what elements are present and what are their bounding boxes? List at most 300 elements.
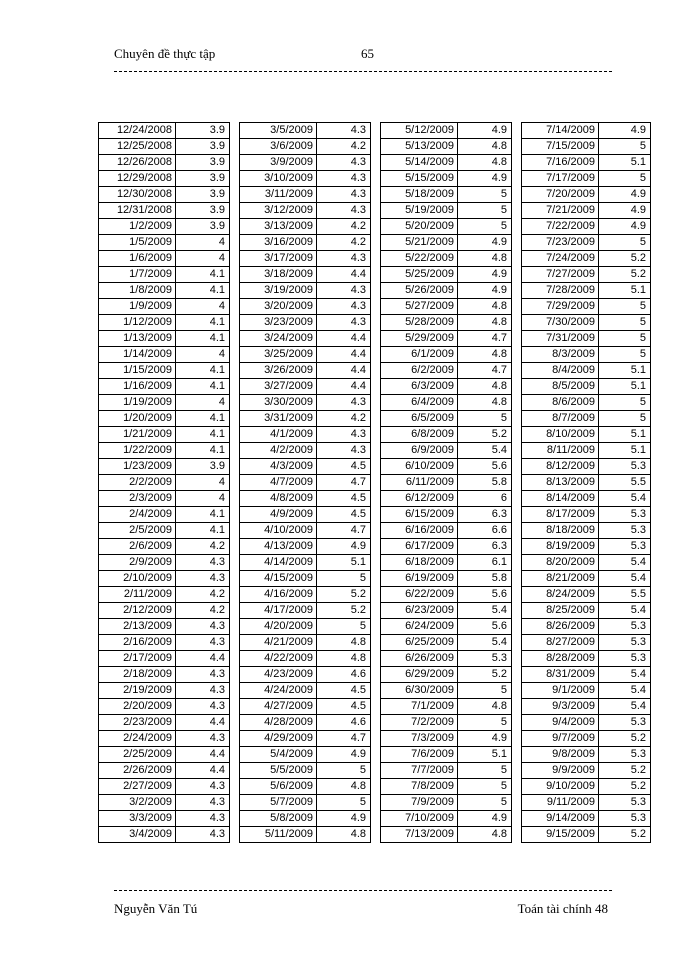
value-cell: 4.1 [176, 411, 230, 427]
value-cell: 5 [317, 795, 371, 811]
value-cell: 4.2 [176, 603, 230, 619]
value-cell: 4.9 [317, 811, 371, 827]
value-cell: 4.8 [458, 379, 512, 395]
table-row [522, 219, 651, 235]
value-cell: 5.3 [599, 523, 651, 539]
value-cell: 5.1 [458, 747, 512, 763]
table-row [99, 523, 230, 539]
date-cell: 8/3/2009 [522, 347, 599, 363]
value-cell: 5 [599, 411, 651, 427]
table-row [522, 795, 651, 811]
table-row [522, 187, 651, 203]
header-title: Chuyên đề thực tập [114, 46, 216, 61]
table-row [522, 411, 651, 427]
date-cell: 4/27/2009 [240, 699, 317, 715]
date-cell: 6/26/2009 [381, 651, 458, 667]
table-row [522, 603, 651, 619]
date-cell: 6/10/2009 [381, 459, 458, 475]
table-row [381, 699, 512, 715]
date-cell: 8/21/2009 [522, 571, 599, 587]
value-cell: 4.8 [317, 635, 371, 651]
value-cell: 6.1 [458, 555, 512, 571]
value-cell: 4.8 [458, 155, 512, 171]
table-row [99, 699, 230, 715]
date-cell: 8/31/2009 [522, 667, 599, 683]
value-cell: 3.9 [176, 155, 230, 171]
value-cell: 4.8 [458, 299, 512, 315]
table-row [381, 811, 512, 827]
value-cell: 5 [599, 171, 651, 187]
date-cell: 7/28/2009 [522, 283, 599, 299]
value-cell: 5.3 [599, 651, 651, 667]
date-cell: 3/11/2009 [240, 187, 317, 203]
table-row [381, 715, 512, 731]
table-row [240, 155, 371, 171]
date-cell: 1/13/2009 [99, 331, 176, 347]
date-cell: 5/14/2009 [381, 155, 458, 171]
date-cell: 6/24/2009 [381, 619, 458, 635]
header-divider [114, 71, 612, 72]
table-row [381, 187, 512, 203]
table-row [381, 635, 512, 651]
value-cell: 5 [599, 235, 651, 251]
date-cell: 2/3/2009 [99, 491, 176, 507]
value-cell: 6 [458, 491, 512, 507]
table-row [522, 171, 651, 187]
table-row [381, 667, 512, 683]
value-cell: 5.2 [599, 827, 651, 843]
table-row [240, 443, 371, 459]
value-cell: 5 [458, 779, 512, 795]
value-cell: 4.8 [458, 139, 512, 155]
value-cell: 4.5 [317, 459, 371, 475]
table-row [99, 683, 230, 699]
date-cell: 12/24/2008 [99, 123, 176, 139]
value-cell: 4.6 [317, 667, 371, 683]
footer-class-page: Toán tài chính 48 [517, 901, 608, 916]
date-cell: 9/9/2009 [522, 763, 599, 779]
value-cell: 4 [176, 491, 230, 507]
table-row [522, 395, 651, 411]
date-cell: 6/2/2009 [381, 363, 458, 379]
date-cell: 3/6/2009 [240, 139, 317, 155]
table-row [240, 811, 371, 827]
table-row [522, 827, 651, 843]
date-cell: 3/24/2009 [240, 331, 317, 347]
value-cell: 4.3 [176, 731, 230, 747]
table-row [240, 427, 371, 443]
date-cell: 9/3/2009 [522, 699, 599, 715]
date-cell: 8/26/2009 [522, 619, 599, 635]
table-row [240, 699, 371, 715]
date-cell: 5/5/2009 [240, 763, 317, 779]
value-cell: 4.5 [317, 699, 371, 715]
value-cell: 5.1 [599, 427, 651, 443]
table-row [522, 139, 651, 155]
table-row [99, 651, 230, 667]
table-row [381, 411, 512, 427]
value-cell: 5.3 [599, 539, 651, 555]
table-row [99, 731, 230, 747]
table-row [381, 123, 512, 139]
value-cell: 5 [599, 315, 651, 331]
table-row [381, 171, 512, 187]
date-cell: 7/8/2009 [381, 779, 458, 795]
table-row [240, 539, 371, 555]
value-cell: 4.8 [458, 251, 512, 267]
date-cell: 2/2/2009 [99, 475, 176, 491]
date-cell: 3/23/2009 [240, 315, 317, 331]
value-cell: 3.9 [176, 171, 230, 187]
value-cell: 3.9 [176, 203, 230, 219]
value-cell: 5.4 [599, 699, 651, 715]
date-cell: 9/4/2009 [522, 715, 599, 731]
value-cell: 4.7 [458, 363, 512, 379]
value-cell: 5 [458, 203, 512, 219]
date-cell: 1/21/2009 [99, 427, 176, 443]
value-cell: 4.3 [176, 571, 230, 587]
date-cell: 12/25/2008 [99, 139, 176, 155]
table-row [240, 507, 371, 523]
table-row [240, 651, 371, 667]
table-row [522, 475, 651, 491]
date-cell: 6/29/2009 [381, 667, 458, 683]
table-row [99, 603, 230, 619]
value-cell: 4.3 [176, 795, 230, 811]
date-cell: 8/18/2009 [522, 523, 599, 539]
date-cell: 2/20/2009 [99, 699, 176, 715]
value-cell: 4.3 [176, 699, 230, 715]
value-cell: 4.8 [458, 315, 512, 331]
date-cell: 8/25/2009 [522, 603, 599, 619]
value-cell: 5.3 [599, 459, 651, 475]
table-row [240, 235, 371, 251]
date-cell: 7/23/2009 [522, 235, 599, 251]
date-cell: 1/6/2009 [99, 251, 176, 267]
table-row [240, 715, 371, 731]
table-row [522, 763, 651, 779]
table-row [381, 603, 512, 619]
date-cell: 3/27/2009 [240, 379, 317, 395]
date-cell: 9/8/2009 [522, 747, 599, 763]
value-cell: 5.3 [599, 507, 651, 523]
value-cell: 5.4 [458, 443, 512, 459]
value-cell: 5.3 [599, 619, 651, 635]
value-cell: 4.3 [317, 283, 371, 299]
date-cell: 4/16/2009 [240, 587, 317, 603]
table-row [99, 235, 230, 251]
table-row [522, 283, 651, 299]
value-cell: 4.8 [458, 699, 512, 715]
value-cell: 4.3 [317, 395, 371, 411]
value-cell: 5.4 [599, 555, 651, 571]
table-row [381, 251, 512, 267]
table-row [240, 603, 371, 619]
table-row [381, 267, 512, 283]
value-cell: 5.1 [599, 443, 651, 459]
table-row [522, 667, 651, 683]
date-cell: 3/26/2009 [240, 363, 317, 379]
value-cell: 4.1 [176, 331, 230, 347]
table-row [99, 827, 230, 843]
date-cell: 6/4/2009 [381, 395, 458, 411]
date-cell: 8/6/2009 [522, 395, 599, 411]
value-cell: 5.4 [599, 571, 651, 587]
table-row [240, 491, 371, 507]
value-cell: 4.1 [176, 427, 230, 443]
date-cell: 1/8/2009 [99, 283, 176, 299]
date-cell: 6/11/2009 [381, 475, 458, 491]
value-cell: 4.5 [317, 683, 371, 699]
value-cell: 4.4 [317, 267, 371, 283]
table-row [99, 395, 230, 411]
value-cell: 4.7 [317, 475, 371, 491]
value-cell: 4.3 [176, 667, 230, 683]
date-cell: 8/13/2009 [522, 475, 599, 491]
table-row [99, 443, 230, 459]
date-cell: 7/6/2009 [381, 747, 458, 763]
value-cell: 5.3 [599, 811, 651, 827]
value-cell: 5.2 [599, 779, 651, 795]
table-row [381, 683, 512, 699]
table-row [240, 587, 371, 603]
date-cell: 1/7/2009 [99, 267, 176, 283]
date-cell: 4/10/2009 [240, 523, 317, 539]
value-cell: 5.4 [599, 683, 651, 699]
date-cell: 5/19/2009 [381, 203, 458, 219]
value-cell: 5 [458, 683, 512, 699]
date-cell: 9/14/2009 [522, 811, 599, 827]
date-cell: 8/24/2009 [522, 587, 599, 603]
value-cell: 5.2 [599, 731, 651, 747]
table-row [240, 251, 371, 267]
date-cell: 8/19/2009 [522, 539, 599, 555]
date-cell: 8/11/2009 [522, 443, 599, 459]
value-cell: 5.4 [458, 635, 512, 651]
date-cell: 5/12/2009 [381, 123, 458, 139]
date-cell: 1/23/2009 [99, 459, 176, 475]
value-cell: 4.4 [317, 379, 371, 395]
value-cell: 4.9 [599, 187, 651, 203]
value-cell: 5.3 [599, 635, 651, 651]
date-cell: 1/14/2009 [99, 347, 176, 363]
value-cell: 5 [599, 299, 651, 315]
table-row [240, 187, 371, 203]
date-cell: 8/5/2009 [522, 379, 599, 395]
date-cell: 2/23/2009 [99, 715, 176, 731]
value-cell: 5.3 [599, 715, 651, 731]
table-row [381, 619, 512, 635]
table-row [522, 571, 651, 587]
date-cell: 4/7/2009 [240, 475, 317, 491]
value-cell: 4.2 [317, 411, 371, 427]
table-row [240, 459, 371, 475]
table-row [240, 315, 371, 331]
value-cell: 4.9 [317, 747, 371, 763]
table-row [240, 395, 371, 411]
date-cell: 4/14/2009 [240, 555, 317, 571]
date-cell: 9/15/2009 [522, 827, 599, 843]
value-cell: 5.4 [458, 603, 512, 619]
table-row [240, 171, 371, 187]
date-cell: 7/13/2009 [381, 827, 458, 843]
value-cell: 6.6 [458, 523, 512, 539]
table-row [522, 619, 651, 635]
value-cell: 4.9 [317, 539, 371, 555]
date-cell: 3/4/2009 [99, 827, 176, 843]
table-row [381, 523, 512, 539]
table-row [99, 587, 230, 603]
table-row [240, 731, 371, 747]
table-row [99, 203, 230, 219]
date-cell: 6/25/2009 [381, 635, 458, 651]
date-cell: 5/13/2009 [381, 139, 458, 155]
value-cell: 5.5 [599, 587, 651, 603]
table-row [381, 299, 512, 315]
date-cell: 3/13/2009 [240, 219, 317, 235]
date-cell: 4/20/2009 [240, 619, 317, 635]
table-row [522, 155, 651, 171]
table-row [381, 571, 512, 587]
date-cell: 3/17/2009 [240, 251, 317, 267]
date-cell: 9/1/2009 [522, 683, 599, 699]
table-row [381, 443, 512, 459]
value-cell: 4.8 [317, 779, 371, 795]
date-cell: 12/31/2008 [99, 203, 176, 219]
value-cell: 4 [176, 347, 230, 363]
table-row [99, 427, 230, 443]
value-cell: 4.9 [458, 267, 512, 283]
table-row [240, 779, 371, 795]
date-cell: 5/18/2009 [381, 187, 458, 203]
table-row [381, 395, 512, 411]
date-cell: 5/22/2009 [381, 251, 458, 267]
date-cell: 7/22/2009 [522, 219, 599, 235]
date-cell: 12/30/2008 [99, 187, 176, 203]
value-cell: 4.9 [599, 219, 651, 235]
date-cell: 7/16/2009 [522, 155, 599, 171]
table-row [99, 267, 230, 283]
value-cell: 4.3 [176, 779, 230, 795]
table-row [522, 459, 651, 475]
value-cell: 4.3 [317, 251, 371, 267]
value-cell: 4.7 [317, 731, 371, 747]
date-cell: 7/17/2009 [522, 171, 599, 187]
table-row [381, 587, 512, 603]
table-row [240, 795, 371, 811]
value-cell: 4.8 [458, 395, 512, 411]
value-cell: 4.3 [176, 811, 230, 827]
date-cell: 7/21/2009 [522, 203, 599, 219]
table-row [381, 427, 512, 443]
table-row [99, 539, 230, 555]
table-row [381, 347, 512, 363]
table-row [240, 139, 371, 155]
table-row [522, 811, 651, 827]
table-row [99, 283, 230, 299]
date-cell: 7/1/2009 [381, 699, 458, 715]
table-row [381, 219, 512, 235]
table-row [522, 331, 651, 347]
date-cell: 2/25/2009 [99, 747, 176, 763]
date-cell: 6/3/2009 [381, 379, 458, 395]
date-cell: 7/30/2009 [522, 315, 599, 331]
table-row [99, 123, 230, 139]
table-row [240, 555, 371, 571]
table-row [522, 507, 651, 523]
table-row [99, 171, 230, 187]
value-cell: 4.6 [317, 715, 371, 731]
date-cell: 5/6/2009 [240, 779, 317, 795]
table-row [240, 283, 371, 299]
value-cell: 5 [317, 763, 371, 779]
date-cell: 8/20/2009 [522, 555, 599, 571]
table-row [522, 635, 651, 651]
value-cell: 4.4 [317, 347, 371, 363]
value-cell: 3.9 [176, 219, 230, 235]
table-row [99, 619, 230, 635]
date-cell: 6/15/2009 [381, 507, 458, 523]
date-cell: 6/8/2009 [381, 427, 458, 443]
date-cell: 8/27/2009 [522, 635, 599, 651]
value-cell: 4.7 [317, 523, 371, 539]
value-cell: 5.6 [458, 619, 512, 635]
date-cell: 8/10/2009 [522, 427, 599, 443]
table-row [522, 699, 651, 715]
table-row [99, 635, 230, 651]
date-cell: 5/25/2009 [381, 267, 458, 283]
table-row [381, 651, 512, 667]
table-row [522, 235, 651, 251]
date-cell: 8/12/2009 [522, 459, 599, 475]
value-cell: 5 [599, 347, 651, 363]
date-cell: 6/12/2009 [381, 491, 458, 507]
table-row [240, 523, 371, 539]
date-cell: 8/17/2009 [522, 507, 599, 523]
table-row [522, 443, 651, 459]
value-cell: 4.5 [317, 491, 371, 507]
table-row [522, 683, 651, 699]
value-cell: 4 [176, 235, 230, 251]
date-cell: 12/26/2008 [99, 155, 176, 171]
value-cell: 4.9 [458, 171, 512, 187]
value-cell: 4.4 [176, 763, 230, 779]
date-cell: 5/7/2009 [240, 795, 317, 811]
date-cell: 5/27/2009 [381, 299, 458, 315]
table-row [381, 459, 512, 475]
date-cell: 1/19/2009 [99, 395, 176, 411]
date-cell: 1/5/2009 [99, 235, 176, 251]
footer-author: Nguyễn Văn Tú [114, 901, 198, 916]
table-row [99, 155, 230, 171]
date-cell: 6/9/2009 [381, 443, 458, 459]
value-cell: 5.4 [599, 491, 651, 507]
date-cell: 2/9/2009 [99, 555, 176, 571]
date-cell: 4/17/2009 [240, 603, 317, 619]
value-cell: 5.3 [599, 747, 651, 763]
value-cell: 5 [599, 395, 651, 411]
date-cell: 4/3/2009 [240, 459, 317, 475]
date-cell: 2/19/2009 [99, 683, 176, 699]
date-cell: 12/29/2008 [99, 171, 176, 187]
value-cell: 4.4 [317, 363, 371, 379]
value-cell: 4.9 [599, 123, 651, 139]
table-row [240, 363, 371, 379]
value-cell: 6.3 [458, 539, 512, 555]
table-row [381, 139, 512, 155]
date-cell: 5/15/2009 [381, 171, 458, 187]
table-row [381, 491, 512, 507]
